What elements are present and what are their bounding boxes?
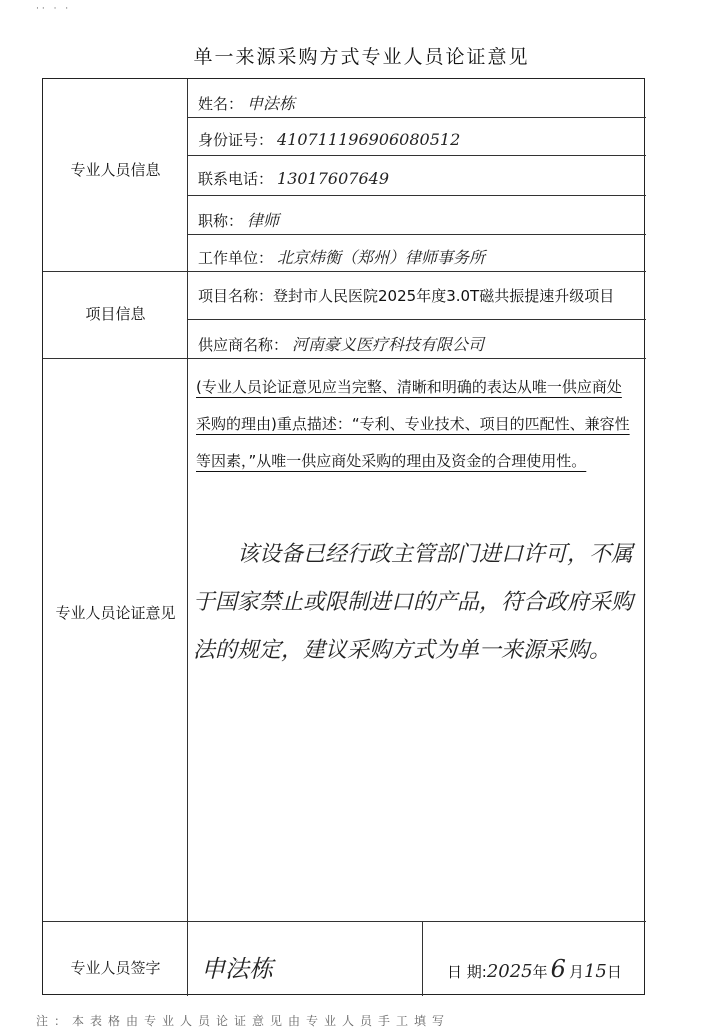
section-divider (43, 358, 646, 359)
row-divider (187, 155, 646, 156)
date-field[interactable] (447, 955, 622, 983)
field-value: 北京炜衡（郑州）律师事务所 (277, 248, 486, 267)
signature-label: 专业人员签字 (70, 959, 161, 977)
field-name[interactable] (198, 91, 295, 114)
date-divider (422, 921, 423, 996)
field-label: 工作单位： (198, 249, 274, 267)
month-unit: 月 (568, 963, 584, 981)
opinion-instruction (196, 369, 634, 480)
field-title[interactable] (198, 208, 279, 231)
instruction-text: (专业人员论证意见应当完整、清晰和明确的表达从唯一供应商处采购的理由)重点描述：“专利、专业技术、项目的匹配性、兼容性等因素，”从唯一供应商处采购的理由及资金的合理使用性。 (196, 378, 630, 470)
field-project-name[interactable] (198, 285, 614, 306)
year-unit: 年 (532, 963, 548, 981)
date-year: 2025 (486, 961, 533, 982)
field-value: 申法栋 (247, 94, 296, 113)
section-divider (43, 921, 646, 922)
field-supplier-name[interactable] (198, 332, 484, 355)
row-divider (187, 319, 646, 320)
page-title: 单一来源采购方式专业人员论证意见 (193, 46, 530, 68)
field-work-unit[interactable] (198, 245, 485, 268)
field-label: 职称： (198, 212, 244, 230)
field-label: 姓名： (198, 95, 244, 113)
field-id-number[interactable] (198, 129, 460, 150)
field-value: 律师 (247, 211, 280, 230)
field-value: 河南豪义医疗科技有限公司 (292, 335, 485, 354)
field-label: 供应商名称： (198, 336, 289, 354)
row-divider (187, 195, 646, 196)
form-table (42, 78, 645, 995)
date-day: 15 (583, 961, 607, 982)
field-value: 13017607649 (277, 169, 389, 188)
section-label-project: 项目信息 (85, 305, 146, 323)
column-divider (187, 79, 188, 996)
row-divider (187, 117, 646, 118)
day-unit: 日 (606, 963, 622, 981)
corner-marks: ·· · · (36, 4, 72, 14)
signature-value[interactable]: 申法栋 (201, 955, 273, 983)
row-divider (187, 234, 646, 235)
section-label-opinion: 专业人员论证意见 (55, 604, 176, 622)
field-label: 身份证号： (198, 131, 274, 149)
field-label: 联系电话： (198, 170, 274, 188)
field-label: 项目名称： (198, 287, 274, 305)
section-label-personnel: 专业人员信息 (70, 161, 161, 179)
field-value: 登封市人民医院2025年度3.0T磁共振提速升级项目 (273, 287, 615, 305)
section-divider (43, 271, 646, 272)
date-month: 6 (550, 955, 566, 983)
footnote: 注：本表格由专业人员论证意见由专业人员手工填写 (36, 1014, 451, 1028)
field-phone[interactable] (198, 168, 389, 189)
date-label: 日 期: (447, 963, 487, 981)
field-value: 410711196906080512 (277, 130, 461, 149)
opinion-handwritten[interactable]: 该设备已经行政主管部门进口许可，不属于国家禁止或限制进口的产品，符合政府采购法的规定，建议采购方式为单一来源采购。 (193, 542, 634, 663)
